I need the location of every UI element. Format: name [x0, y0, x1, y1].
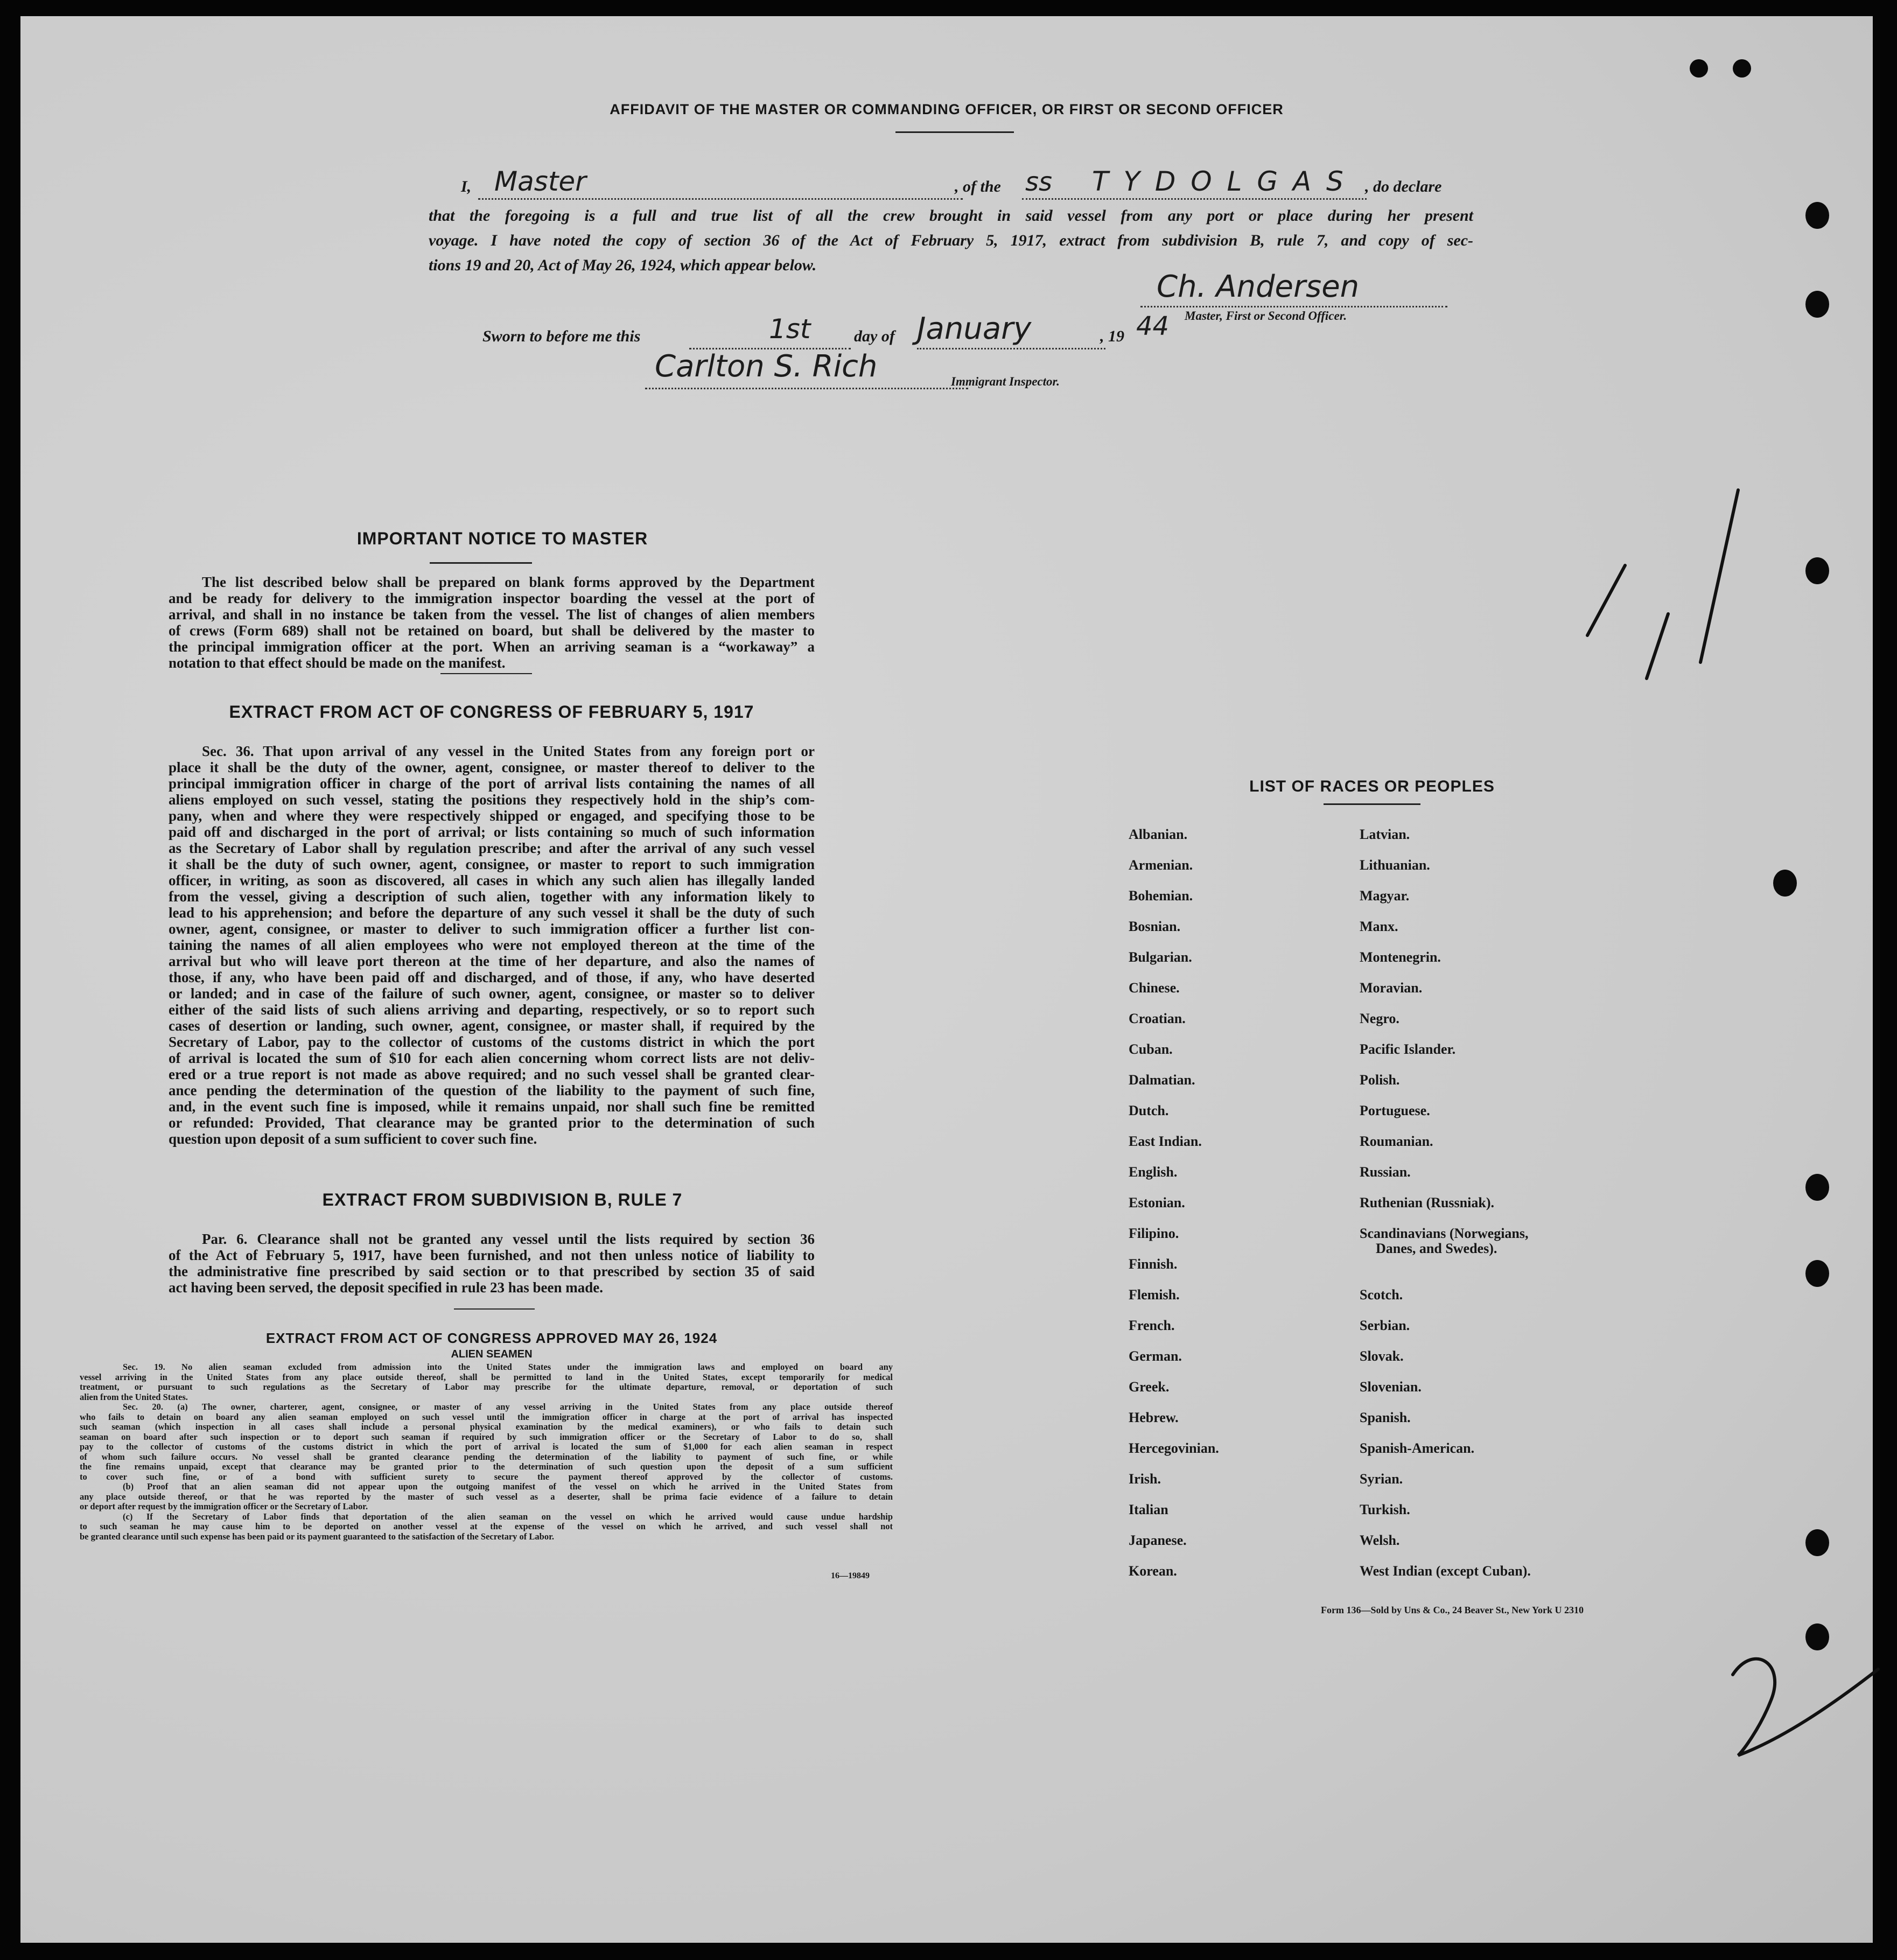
text-line: from the vessel, giving a description of such alien, together with any information likely to	[169, 888, 815, 905]
race-item: Irish.	[1129, 1471, 1161, 1487]
race-item: German.	[1129, 1348, 1182, 1364]
text-line: question upon deposit of a sum sufficient to cover such fine.	[169, 1131, 537, 1147]
race-item: Roumanian.	[1360, 1133, 1433, 1149]
text-line: either of the said lists of such aliens arriving and departing, respectively, or so to report such	[169, 1002, 815, 1018]
race-item: Dalmatian.	[1129, 1072, 1195, 1088]
race-item: English.	[1129, 1164, 1178, 1180]
race-item: Danes, and Swedes).	[1376, 1241, 1497, 1256]
text-line: Sec. 20. (a) The owner, charterer, agent, consignee, or master of any vessel arriving in the United States from any place outside thereof	[123, 1402, 893, 1412]
text-line: of arrival is located the sum of $10 for each alien concerning whom correct lists are not deliv-	[169, 1050, 815, 1066]
punch-hole	[1805, 291, 1829, 318]
race-item: Hercegovinian.	[1129, 1440, 1219, 1456]
race-item: Armenian.	[1129, 857, 1193, 873]
race-item: Finnish.	[1129, 1256, 1178, 1272]
race-item: Bohemian.	[1129, 888, 1193, 904]
text-line: principal immigration officer in charge of the port of arrival lists containing the names of all	[169, 775, 815, 792]
inspector-signature: Carlton S. Rich	[655, 349, 878, 384]
ss-handwriting: ss	[1025, 167, 1053, 197]
text-line: officer, in writing, as soon as discovered, all cases in which any such alien has illegally landed	[169, 872, 815, 888]
punch-hole	[1805, 1174, 1829, 1201]
race-item: Lithuanian.	[1360, 857, 1430, 873]
sworn-label: Sworn to before me this	[482, 327, 641, 345]
text-line: paid off and discharged in the port of arrival; or lists containing so much of such information	[169, 824, 815, 840]
punch-hole	[1805, 1260, 1829, 1287]
text-line: Par. 6. Clearance shall not be granted any vessel until the lists required by section 36	[202, 1231, 815, 1247]
i-label: I,	[461, 178, 472, 195]
notice-text	[169, 574, 815, 671]
race-item: Japanese.	[1129, 1532, 1187, 1548]
month-line	[917, 348, 1105, 349]
race-item: West Indian (except Cuban).	[1360, 1563, 1531, 1579]
master-line	[478, 198, 963, 200]
race-item: East Indian.	[1129, 1133, 1202, 1149]
race-item: Pacific Islander.	[1360, 1041, 1456, 1057]
handwritten-fraction-mark	[1582, 485, 1754, 689]
punch-hole	[1733, 59, 1751, 78]
text-line: Sec. 36. That upon arrival of any vessel in the United States from any foreign port or	[202, 743, 815, 759]
text-line: be granted clearance until such expense has been paid or its payment guaranteed to the satisfaction of the Secretary of Labor.	[80, 1531, 555, 1542]
races-left-column	[1129, 827, 1344, 1594]
text-line: the administrative fine prescribed by said section or to that prescribed by section 35 of said	[169, 1263, 815, 1279]
master-handwriting: Master	[494, 166, 586, 197]
month-handwriting: January	[917, 311, 1032, 346]
text-line: act having been served, the deposit specified in rule 23 has been made.	[169, 1279, 603, 1296]
text-line: Sec. 19. No alien seaman excluded from admission into the United States under the immigration laws and employed on board any	[123, 1362, 893, 1372]
affidavit-body-line3: tions 19 and 20, Act of May 26, 1924, which appear below.	[429, 256, 817, 274]
text-line: pay to the collector of customs of the customs district in which the port of arrival is located the sum of $1,000 for each alien seaman in respect	[80, 1441, 893, 1452]
extract-1917-title: EXTRACT FROM ACT OF CONGRESS OF FEBRUARY 5, 1917	[229, 702, 754, 722]
punch-hole	[1805, 1529, 1829, 1556]
race-item: Spanish.	[1360, 1410, 1411, 1425]
race-item: Cuban.	[1129, 1041, 1173, 1057]
race-item: Bulgarian.	[1129, 949, 1192, 965]
day-of-label: day of	[854, 327, 895, 345]
race-item: Manx.	[1360, 919, 1398, 934]
text-line: such seaman (which inspection in all cases shall include a personal physical examination by the medical examiners), or who fails to detain such	[80, 1422, 893, 1432]
notice-title: IMPORTANT NOTICE TO MASTER	[356, 529, 648, 548]
affidavit-title: AFFIDAVIT OF THE MASTER OR COMMANDING OFFICER, OR FIRST OR SECOND OFFICER	[610, 101, 1284, 117]
text-line: or refunded: Provided, That clearance may be granted prior to the determination of such	[169, 1115, 815, 1131]
text-line: arrival but who will leave port thereon at the time of her departure, and also the names of	[169, 953, 815, 969]
affidavit-body-line1: that the foregoing is a full and true list of all the crew brought in said vessel from any port or place during her present	[429, 207, 1473, 225]
race-item: Italian	[1129, 1502, 1168, 1517]
text-line: or landed; and in case of the failure of such owner, agent, consignee, or master so to deliver	[169, 985, 815, 1002]
races-title: LIST OF RACES OR PEOPLES	[1249, 778, 1495, 795]
race-item: Polish.	[1360, 1072, 1400, 1088]
text-line: any place outside thereof, or that he was reported by the master of such vessel as a deserter, shall be prima facie evidence of a failure to detain	[80, 1491, 893, 1502]
text-line: taining the names of all alien employees who were not employed thereon at the time of the	[169, 937, 815, 953]
text-line: lead to his apprehension; and before the departure of any such vessel it shall be the duty of such	[169, 905, 815, 921]
notice-line: and be ready for delivery to the immigration inspector boarding the vessel at the port of	[169, 590, 815, 606]
race-item: Scotch.	[1360, 1287, 1403, 1303]
race-item: Turkish.	[1360, 1502, 1410, 1517]
do-declare-label: , do declare	[1365, 178, 1442, 195]
text-line: of the Act of February 5, 1917, have been furnished, and not then unless notice of liability to	[169, 1247, 815, 1263]
master-signature: Ch. Andersen	[1157, 269, 1360, 304]
punch-hole	[1805, 202, 1829, 229]
text-line: who fails to detain on board any alien seaman employed on such vessel until the immigration officer in charge at the port of arrival has inspected	[80, 1411, 893, 1422]
extract-1917-text	[169, 743, 815, 1147]
race-item: Syrian.	[1360, 1471, 1403, 1487]
race-item: Latvian.	[1360, 827, 1410, 842]
text-line: or deport after request by the immigration officer or the Secretary of Labor.	[80, 1501, 368, 1511]
rule7-end-rule	[454, 1308, 535, 1310]
text-line: it shall be the duty of such owner, agent, consignee, or master to report to such immigration	[169, 856, 815, 872]
races-rule	[1324, 803, 1420, 805]
affidavit-body-line2: voyage. I have noted the copy of section 36 of the Act of February 5, 1917, extract from subdivision B, rule 7, and copy of sec-	[429, 232, 1473, 249]
form-code: 16—19849	[831, 1571, 870, 1580]
race-item: Korean.	[1129, 1563, 1177, 1579]
race-item: Serbian.	[1360, 1318, 1410, 1333]
notice-line: The list described below shall be prepared on blank forms approved by the Department	[202, 574, 815, 590]
punch-hole	[1690, 59, 1708, 78]
race-item: Chinese.	[1129, 980, 1180, 996]
extract-1924-text	[80, 1362, 893, 1542]
race-item: Flemish.	[1129, 1287, 1180, 1303]
page-number-strokes	[1722, 1642, 1894, 1772]
race-item: Portuguese.	[1360, 1103, 1430, 1118]
race-item: Slovenian.	[1360, 1379, 1422, 1395]
signature-caption: Master, First or Second Officer.	[1185, 309, 1347, 323]
of-the-label: , of the	[955, 178, 1001, 195]
race-item: Estonian.	[1129, 1195, 1185, 1210]
race-item: Magyar.	[1360, 888, 1410, 904]
handwritten-page-number	[1722, 1642, 1894, 1772]
race-item: French.	[1129, 1318, 1175, 1333]
text-line: Secretary of Labor, pay to the collector of customs of the customs district in which the port	[169, 1034, 815, 1050]
race-item: Spanish-American.	[1360, 1440, 1475, 1456]
inspector-caption: Immigrant Inspector.	[951, 375, 1060, 388]
text-line: (b) Proof that an alien seaman did not appear upon the outgoing manifest of the vessel on which he arrived in the United States from	[123, 1481, 893, 1492]
notice-line: notation to that effect should be made on the manifest.	[169, 655, 506, 671]
text-line: place it shall be the duty of the owner, agent, consignee, or master thereof to deliver to the	[169, 759, 815, 775]
race-item: Hebrew.	[1129, 1410, 1179, 1425]
text-line: (c) If the Secretary of Labor finds that deportation of the alien seaman on the vessel on which he arrived would cause undue hardship	[123, 1511, 893, 1522]
notice-rule	[430, 562, 532, 564]
text-line: seaman on board after such inspection or to deport such seaman if required by such immigration officer or the Secretary of Labor to do so, shall	[80, 1431, 893, 1442]
text-line: to such seaman he may cause him to be deported on another vessel at the expense of the vessel on which he arrived, and such vessel shall not	[80, 1521, 893, 1531]
text-line: ance pending the determination of the question of the liability to the payment of such fine,	[169, 1082, 815, 1098]
notice-end-rule	[440, 673, 532, 674]
race-item: Ruthenian (Russniak).	[1360, 1195, 1494, 1210]
race-item: Greek.	[1129, 1379, 1170, 1395]
form-publisher-note: Form 136—Sold by Uns & Co., 24 Beaver St., New York U 2310	[1321, 1605, 1584, 1615]
inspector-line	[645, 388, 968, 389]
notice-line: the principal immigration officer at the port. When an arriving seaman is a “workaway” a	[169, 639, 815, 655]
document-page	[20, 16, 1873, 1943]
race-item: Moravian.	[1360, 980, 1423, 996]
rule7-title: EXTRACT FROM SUBDIVISION B, RULE 7	[322, 1190, 683, 1209]
text-line: owner, agent, consignee, or master to deliver to such immigration officer a further list con-	[169, 921, 815, 937]
text-line: of whom such failure occurs. No vessel shall be granted clearance pending the determination of the liability to payment of such fine, or while	[80, 1451, 893, 1462]
race-item: Slovak.	[1360, 1348, 1404, 1364]
text-line: the fine remains unpaid, except that clearance may be granted prior to the determination of such question upon the deposit of a sum sufficient	[80, 1461, 893, 1472]
races-right-column	[1360, 827, 1629, 1594]
text-line: cases of desertion or landing, such owner, agent, consignee, or master shall, if required by the	[169, 1018, 815, 1034]
race-item: Croatian.	[1129, 1011, 1186, 1026]
race-item: Welsh.	[1360, 1532, 1400, 1548]
text-line: aliens employed on such vessel, stating the positions they respectively hold in the ship’s com-	[169, 792, 815, 808]
fraction-strokes	[1582, 485, 1754, 689]
extract-1924-title: EXTRACT FROM ACT OF CONGRESS APPROVED MAY 26, 1924	[265, 1330, 718, 1346]
text-line: as the Secretary of Labor shall by regulation prescribe; and after the arrival of any such vessel	[169, 840, 815, 856]
text-line: ered or a true report is not made as above required; and no such vessel shall be granted clear-	[169, 1066, 815, 1082]
vessel-line	[1022, 198, 1367, 200]
punch-hole	[1805, 557, 1829, 584]
text-line: treatment, or pursuant to such regulations as the Secretary of Labor may prescribe for the ultimate departure, removal, or deportation of such	[80, 1382, 893, 1392]
year-prefix: , 19	[1100, 327, 1124, 345]
race-item: Scandinavians (Norwegians,	[1360, 1226, 1529, 1241]
notice-line: arrival, and shall in no instance be taken from the vessel. The list of changes of alien members	[169, 606, 815, 622]
race-item: Albanian.	[1129, 827, 1188, 842]
day-handwriting: 1st	[769, 313, 811, 345]
text-line: those, if any, who have been paid off and discharged, and of those, if any, who have deserted	[169, 969, 815, 985]
year-handwriting: 44	[1136, 311, 1170, 341]
vessel-name-handwriting: T Y D O L G A S	[1092, 166, 1347, 197]
punch-hole	[1805, 1623, 1829, 1650]
punch-hole	[1773, 870, 1797, 897]
race-item: Dutch.	[1129, 1103, 1169, 1118]
text-line: and, in the event such fine is imposed, while it remains unpaid, nor shall such fine be remitted	[169, 1098, 815, 1115]
race-item: Montenegrin.	[1360, 949, 1441, 965]
rule7-text	[169, 1231, 815, 1296]
race-item: Negro.	[1360, 1011, 1399, 1026]
text-line: pany, when and where they were respectively shipped or engaged, and specifying those to be	[169, 808, 815, 824]
extract-1924-subtitle: ALIEN SEAMEN	[451, 1348, 533, 1360]
text-line: to cover such fine, or of a bond with sufficient surety to secure the payment thereof approved by the collector of customs.	[80, 1471, 893, 1482]
race-item: Russian.	[1360, 1164, 1411, 1180]
signature-line	[1140, 306, 1447, 307]
race-item: Bosnian.	[1129, 919, 1181, 934]
notice-line: of crews (Form 689) shall not be retained on board, but shall be delivered by the master to	[169, 622, 815, 639]
race-item: Filipino.	[1129, 1226, 1179, 1241]
text-line: vessel arriving in the United States from any place outside thereof, shall be permitted to land in the United States, except temporarily for medical	[80, 1371, 893, 1382]
title-rule	[895, 131, 1014, 133]
text-line: alien from the United States.	[80, 1391, 188, 1402]
